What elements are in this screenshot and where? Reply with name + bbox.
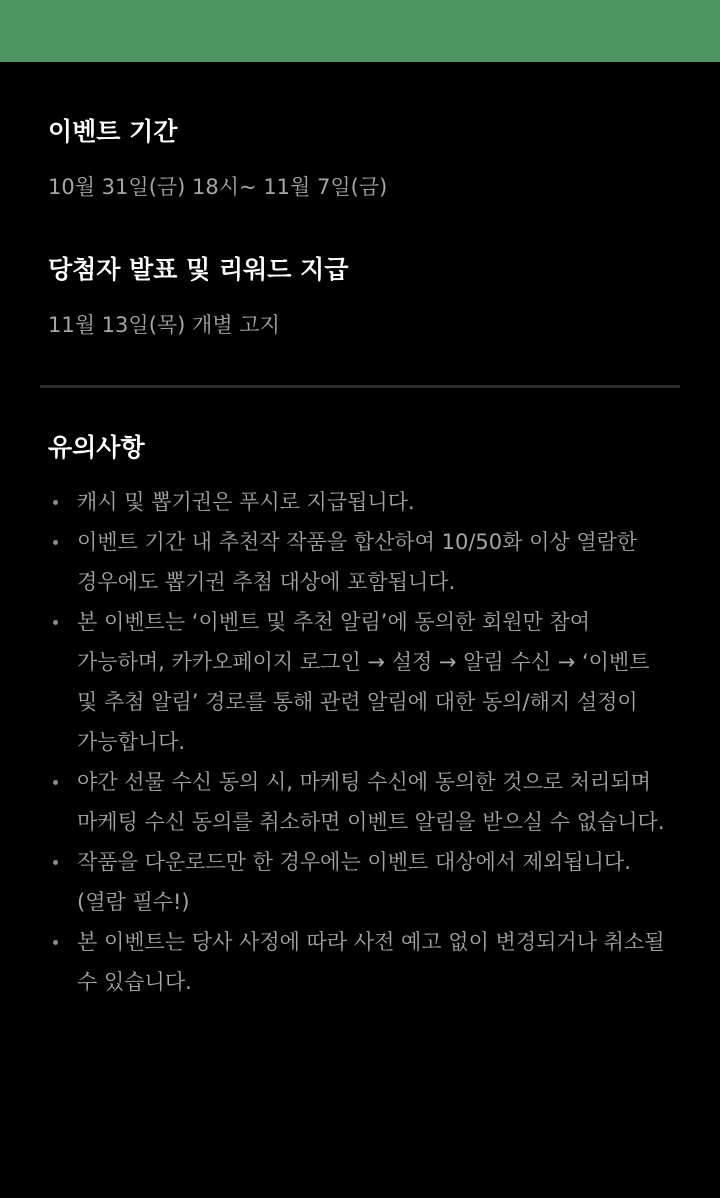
notice-text: 캐시 및 뽑기권은 푸시로 지급됩니다.: [77, 490, 415, 514]
bullet-icon: [53, 860, 58, 865]
winner-announcement-value: 11월 13일(목) 개별 고지: [48, 313, 280, 337]
section-divider: [40, 385, 680, 388]
notice-text: 본 이벤트는 당사 사정에 따라 사전 예고 없이 변경되거나 취소될 수 있습니다.: [77, 930, 665, 994]
bullet-icon: [53, 540, 58, 545]
notice-text: 작품을 다운로드만 한 경우에는 이벤트 대상에서 제외됩니다. (열람 필수!): [77, 850, 631, 914]
bullet-icon: [53, 620, 58, 625]
notice-item: [48, 842, 668, 922]
top-banner-bar: [0, 0, 720, 62]
notice-item: [48, 922, 668, 1002]
notice-item: [48, 602, 668, 762]
bullet-icon: [53, 940, 58, 945]
winner-announcement-heading: 당첨자 발표 및 리워드 지급: [48, 255, 349, 284]
bullet-icon: [53, 780, 58, 785]
notice-text: 본 이벤트는 ‘이벤트 및 추천 알림’에 동의한 회원만 참여 가능하며, 카카오페이지 로그인 → 설정 → 알림 수신 → ‘이벤트 및 추첨 알림’ 경로를 통해 관련 알림에 대한 동의/해지 설정이 가능합니다.: [77, 610, 650, 754]
notice-item: [48, 762, 668, 842]
notice-list: [48, 482, 668, 1002]
notice-item: [48, 522, 668, 602]
notice-heading: 유의사항: [48, 433, 145, 462]
notice-item: [48, 482, 668, 522]
bullet-icon: [53, 500, 58, 505]
notice-text: 야간 선물 수신 동의 시, 마케팅 수신에 동의한 것으로 처리되며 마케팅 수신 동의를 취소하면 이벤트 알림을 받으실 수 없습니다.: [77, 770, 665, 834]
event-period-value: 10월 31일(금) 18시~ 11월 7일(금): [48, 175, 388, 199]
event-period-heading: 이벤트 기간: [48, 117, 178, 146]
notice-text: 이벤트 기간 내 추천작 작품을 합산하여 10/50화 이상 열람한 경우에도 뽑기권 추첨 대상에 포함됩니다.: [77, 530, 638, 594]
